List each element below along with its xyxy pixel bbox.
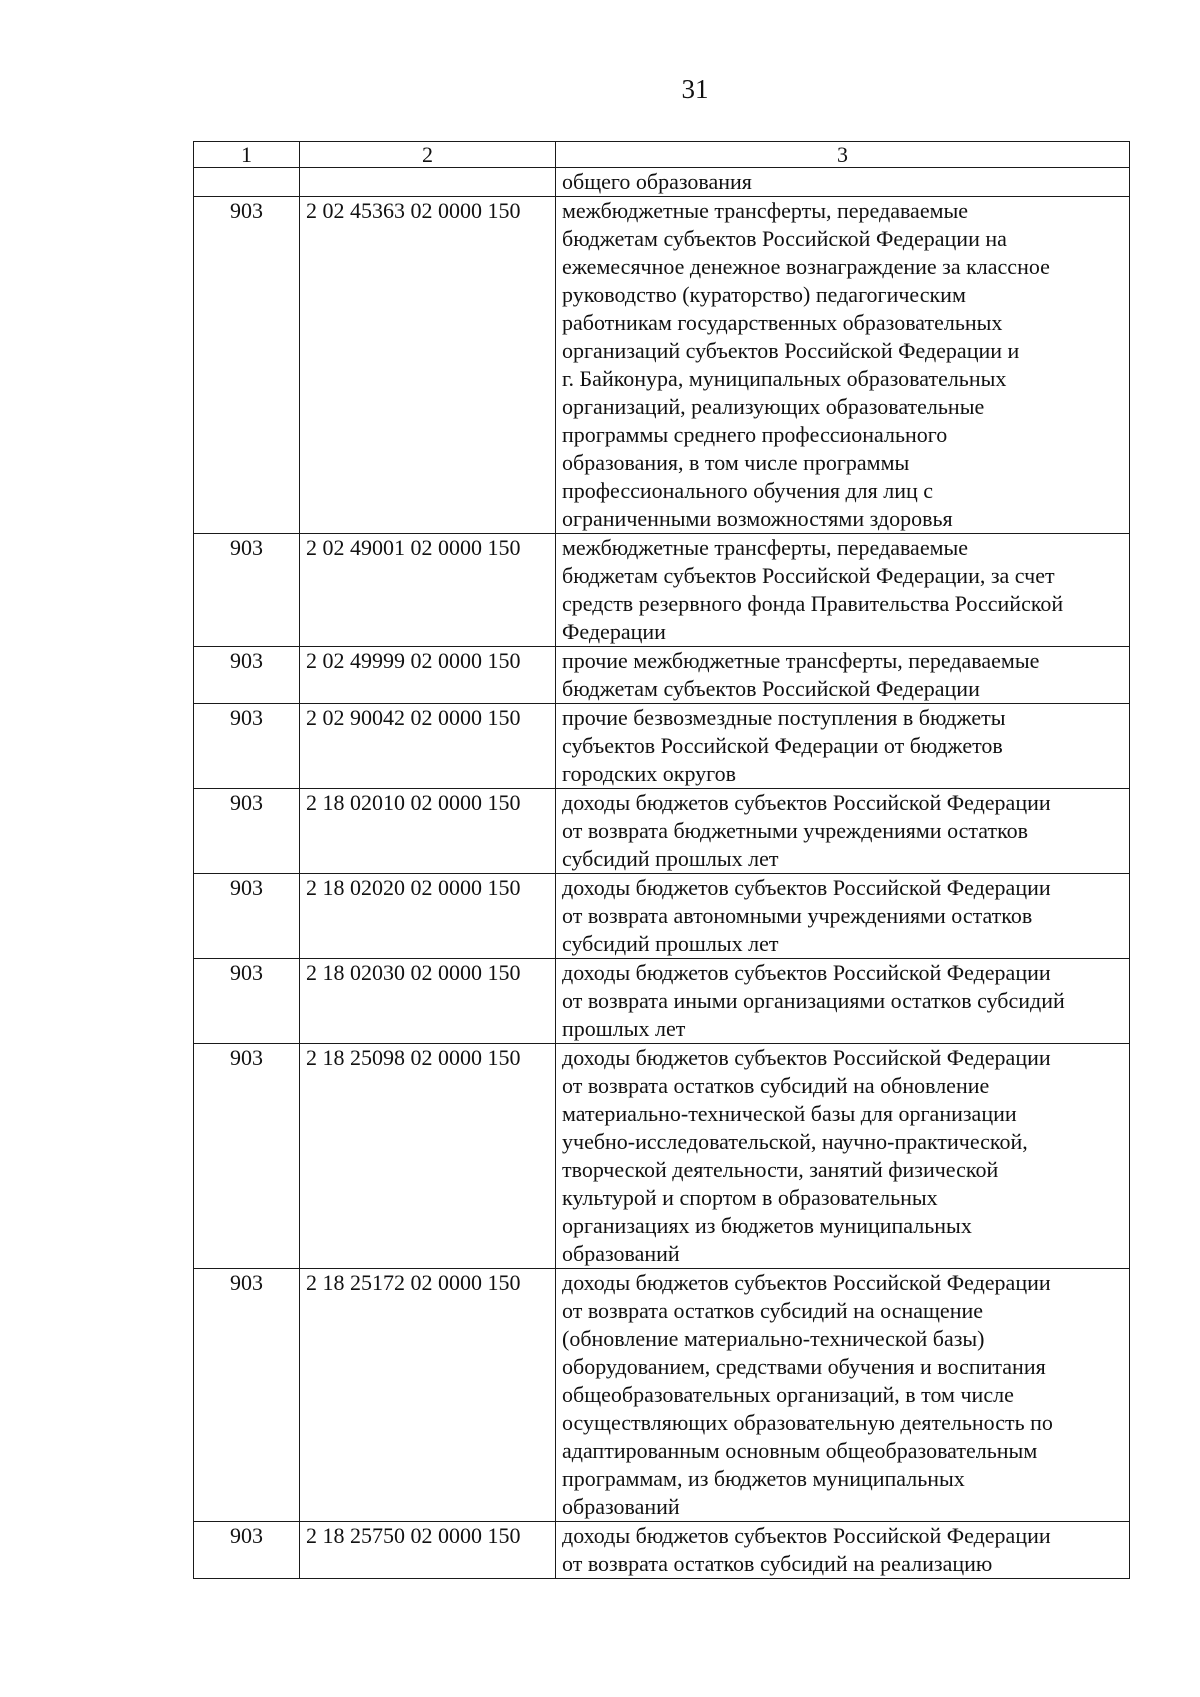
description-line: организациях из бюджетов муниципальных: [562, 1213, 972, 1238]
budget-code-cell: 2 02 49001 02 0000 150: [300, 534, 556, 647]
description-line: субъектов Российской Федерации от бюджетов: [562, 733, 1003, 758]
description-line: общего образования: [562, 169, 752, 194]
admin-code-cell: 903: [194, 704, 300, 789]
table-row: [194, 704, 1130, 789]
description-line: доходы бюджетов субъектов Российской Федерации: [562, 960, 1051, 985]
header-cell-2: 2: [300, 142, 556, 168]
description-line: прочие межбюджетные трансферты, передаваемые: [562, 648, 1040, 673]
description-line: субсидий прошлых лет: [562, 931, 779, 956]
table-row: [194, 1269, 1130, 1522]
header-cell-1: 1: [194, 142, 300, 168]
description-line: ежемесячное денежное вознаграждение за классное: [562, 254, 1050, 279]
budget-code-cell: 2 02 90042 02 0000 150: [300, 704, 556, 789]
description-line: учебно-исследовательской, научно-практической,: [562, 1129, 1028, 1154]
description-line: образований: [562, 1494, 680, 1519]
description-line: материально-технической базы для организации: [562, 1101, 1017, 1126]
description-cell: [556, 197, 1130, 534]
description-line: культурой и спортом в образовательных: [562, 1185, 938, 1210]
description-line: межбюджетные трансферты, передаваемые: [562, 198, 969, 223]
description-line: средств резервного фонда Правительства Российской: [562, 591, 1064, 616]
description-line: творческой деятельности, занятий физической: [562, 1157, 999, 1182]
description-line: прочие безвозмездные поступления в бюджеты: [562, 705, 1006, 730]
table-header-row: [194, 142, 1130, 168]
table-row: [194, 197, 1130, 534]
revenue-codes-table: [193, 141, 1130, 1579]
description-line: от возврата иными организациями остатков субсидий: [562, 988, 1065, 1013]
budget-code-cell: 2 18 02010 02 0000 150: [300, 789, 556, 874]
description-line: образования, в том числе программы: [562, 450, 910, 475]
description-line: доходы бюджетов субъектов Российской Федерации: [562, 1270, 1051, 1295]
header-cell-3: 3: [556, 142, 1130, 168]
admin-code-cell: [194, 168, 300, 197]
description-line: ограниченными возможностями здоровья: [562, 506, 953, 531]
description-line: организаций субъектов Российской Федерации и: [562, 338, 1020, 363]
table-row: [194, 647, 1130, 704]
description-line: адаптированным основным общеобразовательным: [562, 1438, 1038, 1463]
description-line: доходы бюджетов субъектов Российской Федерации: [562, 1523, 1051, 1548]
admin-code-cell: 903: [194, 647, 300, 704]
table-row: [194, 534, 1130, 647]
description-line: доходы бюджетов субъектов Российской Федерации: [562, 875, 1051, 900]
description-line: работникам государственных образовательных: [562, 310, 1003, 335]
page-number: 31: [681, 74, 709, 104]
table-row: [194, 1044, 1130, 1269]
description-line: образований: [562, 1241, 680, 1266]
description-line: (обновление материально-технической базы): [562, 1326, 985, 1351]
admin-code-cell: 903: [194, 197, 300, 534]
description-line: программы среднего профессионального: [562, 422, 948, 447]
budget-code-cell: 2 18 02030 02 0000 150: [300, 959, 556, 1044]
description-cell: [556, 534, 1130, 647]
description-cell: [556, 168, 1130, 197]
budget-code-cell: 2 18 25750 02 0000 150: [300, 1522, 556, 1579]
budget-code-cell: 2 18 25172 02 0000 150: [300, 1269, 556, 1522]
budget-code-cell: 2 02 49999 02 0000 150: [300, 647, 556, 704]
description-line: Федерации: [562, 619, 666, 644]
table-row: [194, 1522, 1130, 1579]
description-line: от возврата остатков субсидий на оснащение: [562, 1298, 984, 1323]
description-line: программам, из бюджетов муниципальных: [562, 1466, 965, 1491]
description-cell: [556, 959, 1130, 1044]
description-line: профессионального обучения для лиц с: [562, 478, 934, 503]
description-line: доходы бюджетов субъектов Российской Федерации: [562, 1045, 1051, 1070]
admin-code-cell: 903: [194, 1522, 300, 1579]
description-line: руководство (кураторство) педагогическим: [562, 282, 966, 307]
description-cell: [556, 647, 1130, 704]
description-cell: [556, 874, 1130, 959]
description-cell: [556, 1044, 1130, 1269]
table-row: [194, 168, 1130, 197]
description-line: бюджетам субъектов Российской Федерации на: [562, 226, 1007, 251]
admin-code-cell: 903: [194, 789, 300, 874]
budget-code-cell: 2 18 25098 02 0000 150: [300, 1044, 556, 1269]
table-row: [194, 789, 1130, 874]
budget-code-cell: [300, 168, 556, 197]
admin-code-cell: 903: [194, 959, 300, 1044]
admin-code-cell: 903: [194, 874, 300, 959]
budget-code-cell: 2 02 45363 02 0000 150: [300, 197, 556, 534]
description-cell: [556, 1522, 1130, 1579]
table-row: [194, 959, 1130, 1044]
description-line: г. Байконура, муниципальных образовательных: [562, 366, 1007, 391]
description-line: от возврата остатков субсидий на реализацию: [562, 1551, 993, 1576]
admin-code-cell: 903: [194, 1044, 300, 1269]
description-line: субсидий прошлых лет: [562, 846, 779, 871]
description-line: от возврата остатков субсидий на обновление: [562, 1073, 990, 1098]
description-line: бюджетам субъектов Российской Федерации, за счет: [562, 563, 1055, 588]
description-line: от возврата бюджетными учреждениями остатков: [562, 818, 1029, 843]
description-line: оборудованием, средствами обучения и воспитания: [562, 1354, 1046, 1379]
description-line: прошлых лет: [562, 1016, 686, 1041]
description-cell: [556, 1269, 1130, 1522]
budget-code-cell: 2 18 02020 02 0000 150: [300, 874, 556, 959]
description-line: общеобразовательных организаций, в том числе: [562, 1382, 1014, 1407]
description-line: городских округов: [562, 761, 737, 786]
description-line: бюджетам субъектов Российской Федерации: [562, 676, 980, 701]
admin-code-cell: 903: [194, 1269, 300, 1522]
description-cell: [556, 704, 1130, 789]
table-row: [194, 874, 1130, 959]
admin-code-cell: 903: [194, 534, 300, 647]
description-line: межбюджетные трансферты, передаваемые: [562, 535, 969, 560]
description-line: доходы бюджетов субъектов Российской Федерации: [562, 790, 1051, 815]
description-line: организаций, реализующих образовательные: [562, 394, 985, 419]
description-line: осуществляющих образовательную деятельность по: [562, 1410, 1053, 1435]
description-line: от возврата автономными учреждениями остатков: [562, 903, 1033, 928]
description-cell: [556, 789, 1130, 874]
